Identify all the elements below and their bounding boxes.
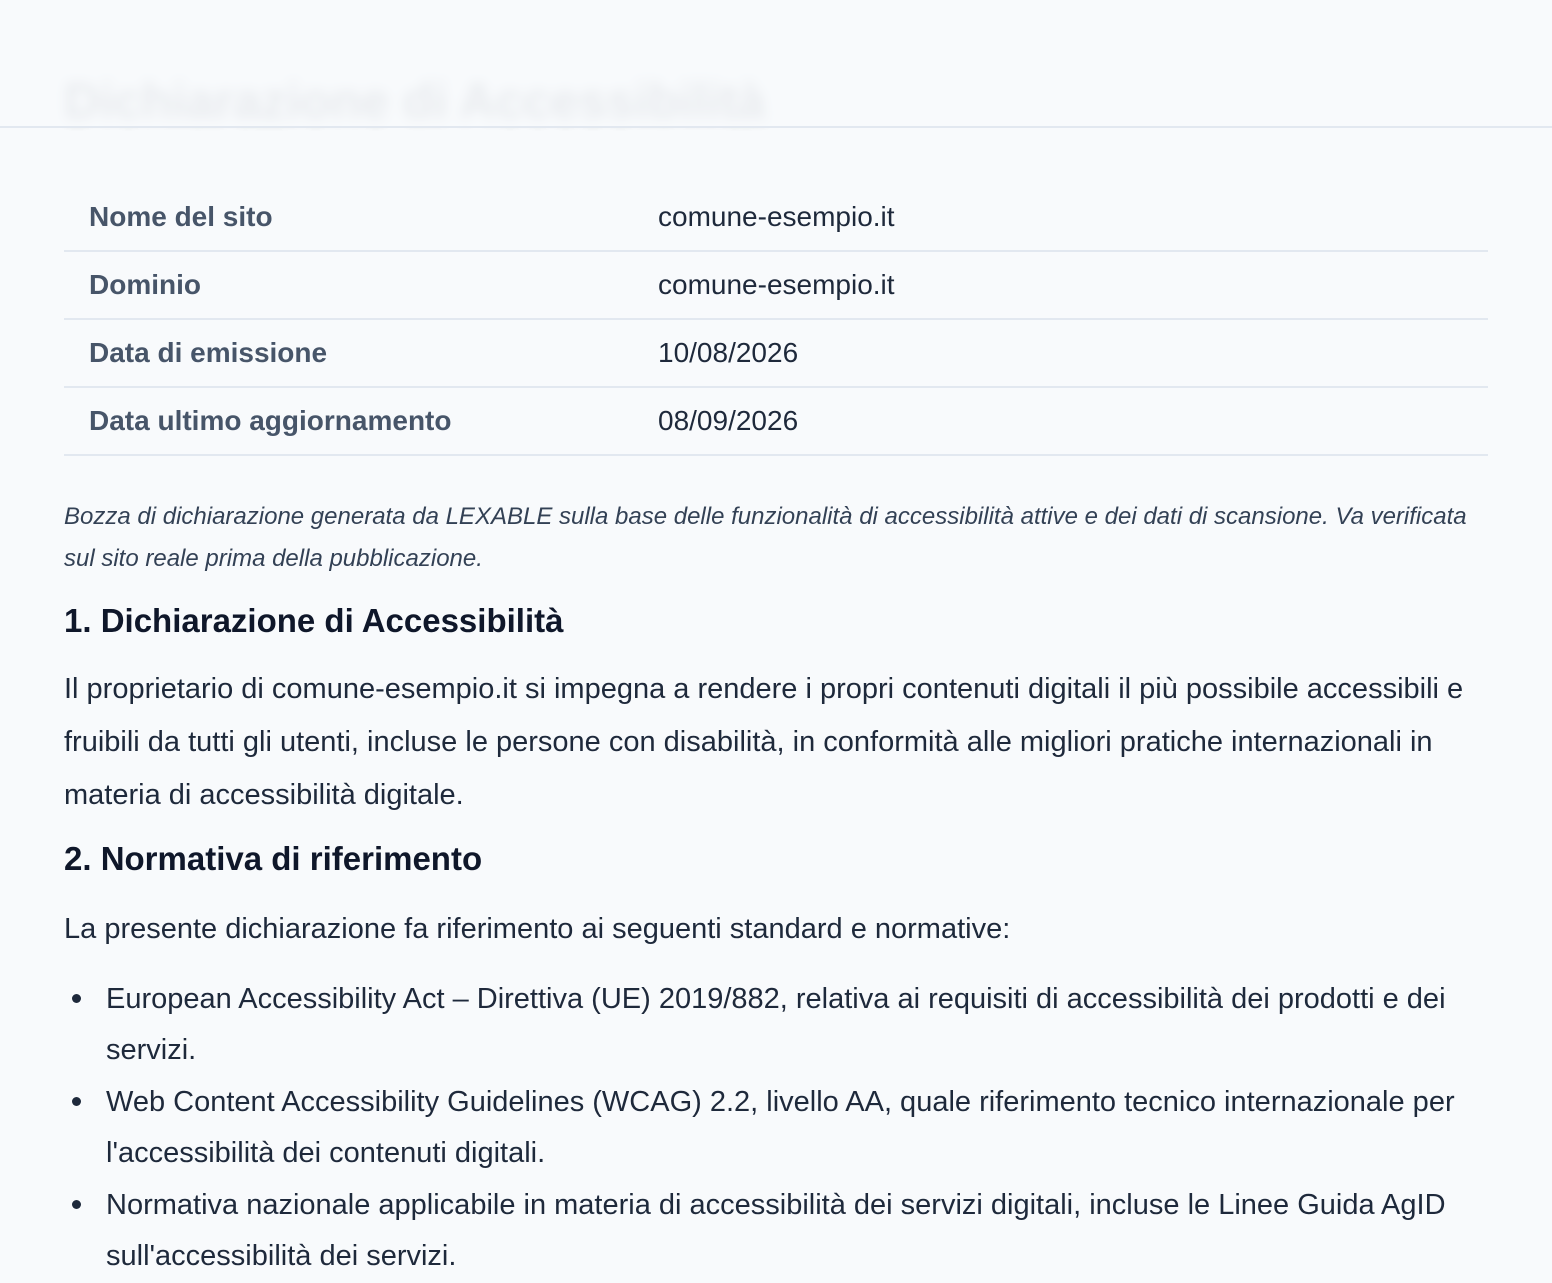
- draft-note: Bozza di dichiarazione generata da LEXABLE sulla base delle funzionalità di accessibilità attive e dei dati di scansione. Va verificata sul sito reale prima della pubblicazione.: [64, 503, 1467, 572]
- list-item: [106, 1077, 1530, 1179]
- row-value-issue-date: 10/08/2026: [633, 319, 1488, 387]
- row-value-last-update: 08/09/2026: [633, 387, 1488, 455]
- table-row: [64, 319, 1488, 387]
- bullet-icon: [72, 1097, 81, 1106]
- regulations-list: [64, 974, 1530, 1283]
- section-body-declaration: Il proprietario di comune-esempio.it si impegna a rendere i propri contenuti digitali il più possibile accessibili e fruibili da tutti gli utenti, incluse le persone con disabilità, in conformità alle migliori pratiche internazionali in materia di accessibilità digitale.: [64, 673, 1464, 811]
- table-row: [64, 184, 1488, 251]
- section-body-regulations: La presente dichiarazione fa riferimento ai seguenti standard e normative:: [64, 913, 1011, 945]
- row-label-last-update: Data ultimo aggiornamento: [64, 387, 633, 455]
- list-item: [106, 1180, 1530, 1282]
- row-label-site-name: Nome del sito: [64, 184, 633, 251]
- row-value-domain: comune-esempio.it: [633, 251, 1488, 319]
- list-item-text: European Accessibility Act – Direttiva (UE) 2019/882, relativa ai requisiti di accessibilità dei prodotti e dei servizi.: [106, 983, 1446, 1066]
- section-heading-declaration: 1. Dichiarazione di Accessibilità: [64, 602, 564, 639]
- row-value-site-name: comune-esempio.it: [633, 184, 1488, 251]
- list-item-text: Web Content Accessibility Guidelines (WCAG) 2.2, livello AA, quale riferimento tecnico internazionale per l'accessibilità dei contenuti digitali.: [106, 1086, 1455, 1169]
- list-item: [106, 974, 1530, 1076]
- section-heading-regulations: 2. Normativa di riferimento: [64, 840, 483, 877]
- row-label-domain: Dominio: [64, 251, 633, 319]
- row-label-issue-date: Data di emissione: [64, 319, 633, 387]
- sticky-header-bar: [0, 0, 1552, 128]
- list-item-text: Normativa nazionale applicabile in materia di accessibilità dei servizi digitali, incluse le Linee Guida AgID sull'accessibilità dei servizi.: [106, 1189, 1446, 1272]
- bullet-icon: [72, 994, 81, 1003]
- table-row: [64, 251, 1488, 319]
- site-info-table: [64, 184, 1488, 456]
- bullet-icon: [72, 1200, 81, 1209]
- table-row: [64, 387, 1488, 455]
